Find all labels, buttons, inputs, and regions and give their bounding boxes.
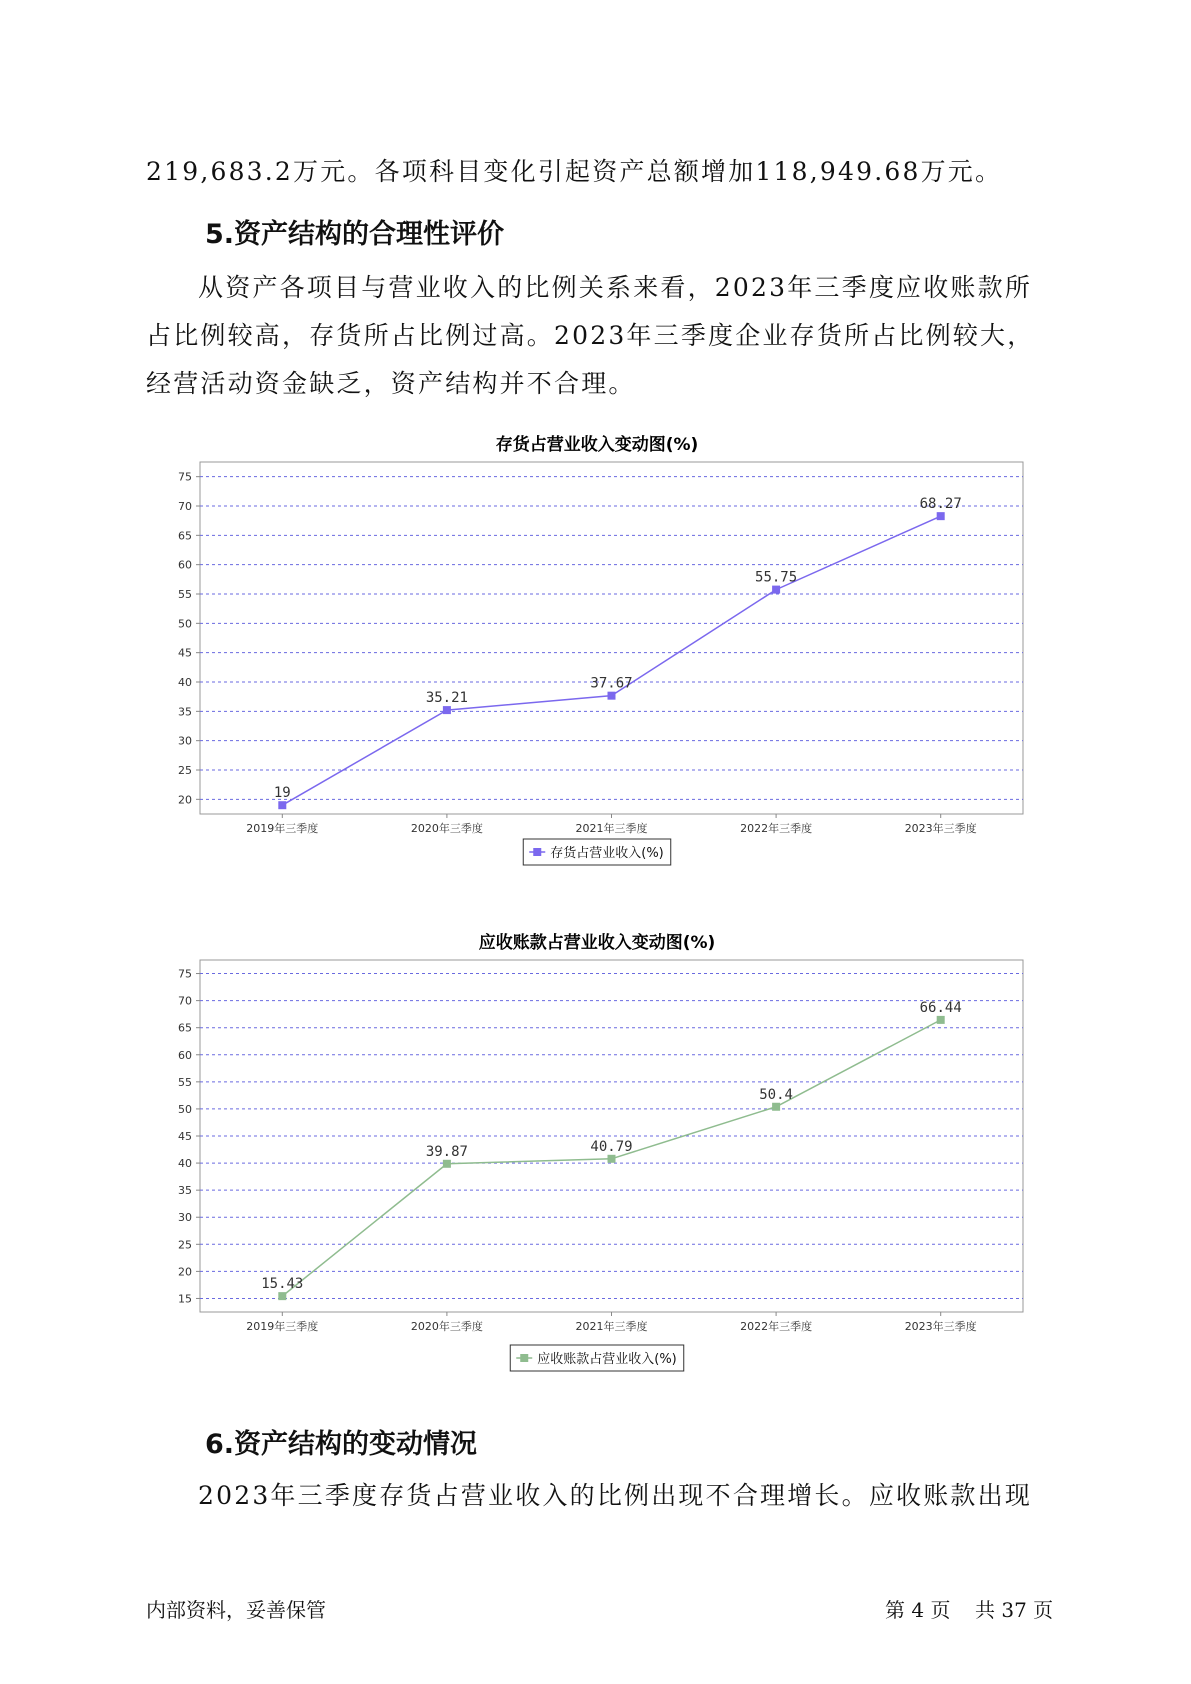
chart-legend: [510, 1345, 684, 1371]
x-tick-label: 2020年三季度: [410, 1320, 483, 1333]
y-tick-label: 55: [178, 588, 192, 601]
heading-asset-structure-change: 6.资产结构的变动情况: [205, 1429, 478, 1460]
chart-title: 存货占营业收入变动图(%): [495, 435, 699, 455]
data-point: [608, 1155, 616, 1163]
y-tick-label: 60: [178, 558, 192, 572]
receivables-ratio-chart: [147, 925, 1047, 1385]
data-point: [937, 1016, 945, 1024]
y-tick-label: 55: [178, 1075, 192, 1089]
data-label: 39.87: [425, 1143, 468, 1160]
y-tick-label: 75: [178, 470, 192, 484]
x-tick-label: 2021年三季度: [575, 822, 648, 835]
y-tick-label: 45: [178, 646, 192, 660]
y-tick-label: 70: [178, 500, 192, 513]
data-label: 50.4: [759, 1086, 793, 1103]
y-tick-label: 65: [178, 529, 192, 543]
x-tick-label: 2022年三季度: [740, 1320, 813, 1333]
x-tick-label: 2020年三季度: [410, 822, 483, 835]
y-tick-label: 20: [178, 793, 192, 807]
y-tick-label: 40: [178, 1157, 192, 1171]
data-label: 37.67: [590, 675, 633, 692]
paragraph-change: 2023年三季度存货占营业收入的比例出现不合理增长。应收账款出现: [198, 1481, 1033, 1510]
legend-label: 应收账款占营业收入(%): [537, 1352, 677, 1367]
data-label: 15.43: [261, 1276, 304, 1293]
data-label: 35.21: [425, 690, 468, 707]
y-tick-label: 75: [178, 967, 192, 981]
data-point: [278, 801, 286, 809]
footer-page-number: 第 4 页: [885, 1598, 951, 1622]
x-tick-label: 2023年三季度: [904, 1320, 977, 1333]
data-point: [608, 692, 616, 700]
data-point: [937, 512, 945, 520]
y-tick-label: 50: [178, 1102, 192, 1116]
data-label: 68.27: [919, 496, 962, 513]
legend-label: 存货占营业收入(%): [550, 846, 664, 861]
y-tick-label: 30: [178, 1211, 192, 1225]
data-label: 40.79: [590, 1138, 633, 1155]
y-tick-label: 35: [178, 1184, 192, 1198]
y-tick-label: 20: [178, 1265, 192, 1279]
legend-marker-swatch: [520, 1354, 528, 1362]
footer-note: 内部资料，妥善保管: [146, 1598, 326, 1622]
data-label: 66.44: [919, 999, 962, 1016]
data-point: [772, 1103, 780, 1111]
y-tick-label: 15: [178, 1292, 192, 1306]
x-tick-label: 2019年三季度: [246, 1320, 319, 1333]
paragraph-intro: 219,683.2万元。各项科目变化引起资产总额增加118,949.68万元。: [146, 157, 1003, 186]
data-point: [772, 586, 780, 594]
x-tick-label: 2019年三季度: [246, 822, 319, 835]
y-tick-label: 35: [178, 705, 192, 719]
inventory-ratio-chart: [147, 428, 1047, 878]
y-tick-label: 45: [178, 1130, 192, 1143]
x-tick-label: 2023年三季度: [904, 822, 977, 835]
y-tick-label: 30: [178, 734, 192, 748]
y-tick-label: 25: [178, 1238, 192, 1252]
y-tick-label: 50: [178, 617, 192, 631]
heading-asset-structure-evaluation: 5.资产结构的合理性评价: [205, 219, 505, 250]
chart-title: 应收账款占营业收入变动图(%): [478, 933, 716, 953]
data-point: [443, 1160, 451, 1168]
data-label: 19: [273, 785, 291, 802]
y-tick-label: 60: [178, 1048, 192, 1062]
footer-total-pages: 共 37 页: [975, 1598, 1054, 1622]
y-tick-label: 65: [178, 1021, 192, 1035]
data-label: 55.75: [755, 569, 798, 586]
y-tick-label: 25: [178, 764, 192, 777]
plot-area: [200, 462, 1023, 814]
x-tick-label: 2022年三季度: [740, 822, 813, 835]
data-point: [278, 1292, 286, 1300]
chart-legend: [523, 839, 671, 865]
legend-marker-swatch: [533, 848, 541, 856]
paragraph-evaluation: 从资产各项目与营业收入的比例关系来看，2023年三季度应收账款所占比例较高，存货所占比例过高。2023年三季度企业存货所占比例较大，经营活动资金缺乏，资产结构并不合理。: [146, 273, 1035, 398]
plot-area: [200, 960, 1023, 1312]
data-point: [443, 706, 451, 714]
y-tick-label: 70: [178, 994, 192, 1008]
y-tick-label: 40: [178, 676, 192, 689]
x-tick-label: 2021年三季度: [575, 1320, 648, 1333]
